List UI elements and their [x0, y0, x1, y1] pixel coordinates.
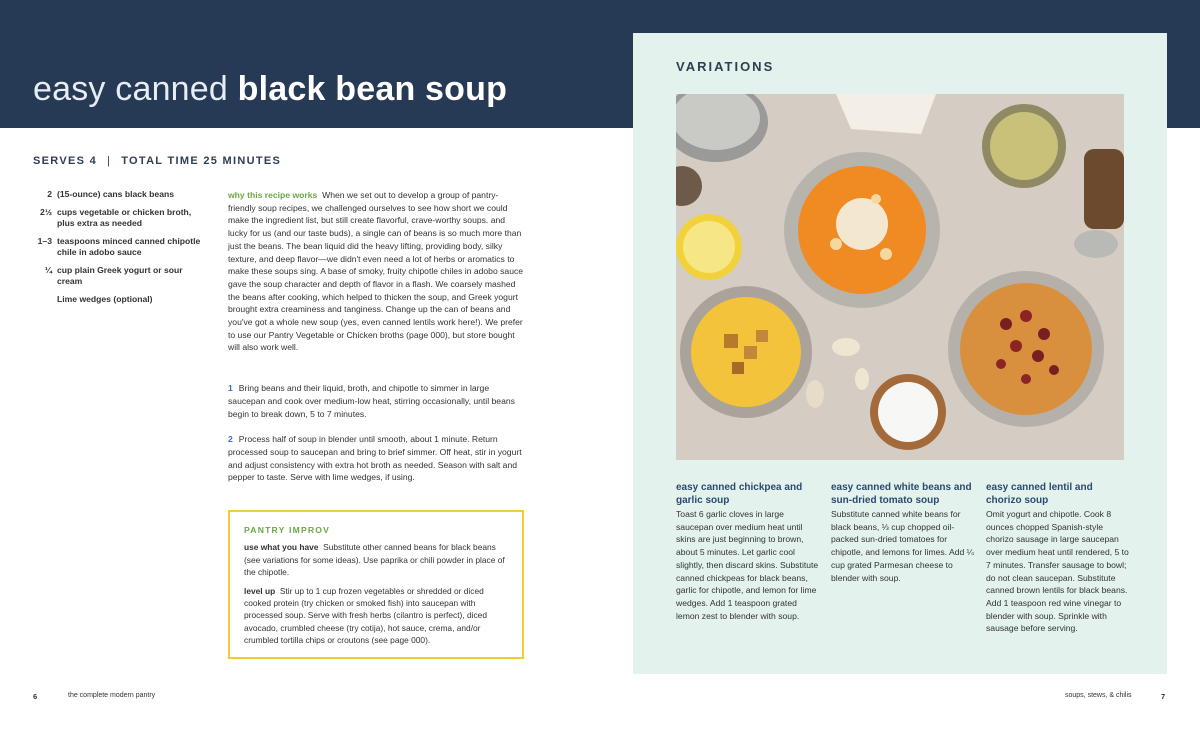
left-page-number: 6 — [33, 692, 38, 701]
variation-title: easy canned lentil and chorizo soup — [986, 482, 1093, 506]
improv-level-text: Stir up to 1 cup frozen vegetables or shredded or diced cooked protein (try chicken or smoked fish) into saucepan with processed soup. Serve with fresh herbs (cilantro is perfect), diced avocado, crumbled cheese (try cotija), hot sauce, crema, and/or crumbled tortilla chips or croutons (see page 000). — [244, 585, 487, 646]
why-paragraph — [228, 189, 524, 354]
ingredient-qty: ¼ — [44, 264, 52, 275]
improv-level-label: level up — [244, 585, 276, 596]
ingredient-item — [33, 236, 208, 259]
ingredient-item — [33, 265, 208, 288]
ingredient-text: cups vegetable or chicken broth, plus extra as needed — [57, 206, 192, 228]
variations-title: VARIATIONS — [676, 59, 775, 74]
variation-text: Omit yogurt and chipotle. Cook 8 ounces chopped Spanish-style chorizo sausage in large saucepan over medium heat until rendered, 5 to 7 minutes. Transfer sausage to bowl; do not clean saucepan. Substitute canned brown lentils for black beans. Add 1 teaspoon red wine vinegar to blender with soup. Sprinkle with sausage before serving. — [986, 509, 1129, 634]
meta-separator: | — [107, 155, 112, 167]
step-number: 1 — [228, 383, 233, 394]
why-kicker: why this recipe works — [228, 190, 318, 200]
ingredient-item — [33, 294, 208, 306]
step-number: 2 — [228, 434, 233, 445]
improv-level-paragraph — [244, 585, 508, 647]
recipe-body — [228, 189, 524, 484]
ingredient-qty: 2 — [47, 189, 52, 199]
pantry-improv-box — [228, 510, 524, 659]
ingredient-list — [33, 189, 208, 311]
step-text: Process half of soup in blender until smooth, about 1 minute. Return processed soup to saucepan and bring to brief simmer. Off heat, stir in yogurt and adjust consistency with extra hot broth as needed. Season with salt and pepper to taste. Serve with lime wedges, if using. — [228, 434, 522, 483]
soup-photo-illustration — [676, 94, 1124, 460]
step-text: Bring beans and their liquid, broth, and chipotle to simmer in large saucepan and cook over medium-low heat, stirring occasionally, until beans begin to break down, 5 to 7 minutes. — [228, 383, 515, 419]
variation-chickpea — [676, 482, 821, 622]
variations-panel — [633, 33, 1167, 674]
why-text: When we set out to develop a group of pantry-friendly soup recipes, we challenged ourselves to see how short we could make the ingredient list, but still create flavorful, crave-worthy soups. and lucky for us (and our taste buds), a single can of beans is so much more than just the beans. The bean liquid did the heavy lifting, providing body, silky texture, and deep flavor—we didn't even need a lot of herbs or aromatics to make these soups sing. A base of smoky, fruity chipotle chiles in adobo sauce gave the soup character and depth of flavor in a flash. We coarsely mashed the beans after cooking, which helped to thicken the soup, and Greek yogurt brought extra creaminess and tanginess. Change up the can of beans and you've got a whole new soup (yes, even canned lentils work here!). We prefer to use our Pantry Vegetable or Chicken broths (page 000), but store bought will also work well. — [228, 190, 524, 353]
recipe-title-bold: black bean soup — [237, 70, 508, 108]
ingredient-qty: 2½ — [40, 206, 52, 217]
right-page-number: 7 — [1161, 692, 1166, 701]
improv-use-label: use what you have — [244, 542, 319, 553]
ingredient-text: Lime wedges (optional) — [57, 293, 153, 304]
soup-photo — [676, 94, 1124, 460]
variation-title: easy canned white beans and sun-dried tomato soup — [831, 482, 972, 506]
step-item — [228, 382, 524, 420]
ingredient-qty: 1–3 — [37, 235, 52, 246]
step-item — [228, 433, 524, 484]
left-running-footer: the complete modern pantry — [68, 692, 156, 699]
recipe-title — [33, 70, 507, 109]
total-time-label: TOTAL TIME 25 MINUTES — [121, 155, 282, 167]
variation-white-bean — [831, 482, 976, 584]
variation-lentil — [986, 482, 1131, 635]
variation-title: easy canned chickpea and garlic soup — [676, 482, 803, 506]
recipe-title-light: easy canned — [33, 70, 238, 108]
ingredient-text: cup plain Greek yogurt or sour cream — [57, 264, 183, 286]
variation-text: Toast 6 garlic cloves in large saucepan over medium heat until skins are just beginning to brown, about 5 minutes. Let garlic cool slightly, then discard skins. Substitute canned chickpeas for black beans, garlic for chipotle, and lemon for lime wedges. Add 1 teaspoon grated lemon zest to blender with soup. — [676, 509, 819, 621]
improv-use-paragraph — [244, 541, 508, 578]
recipe-meta — [33, 155, 281, 167]
serves-label: SERVES 4 — [33, 155, 98, 167]
ingredient-text: (15-ounce) cans black beans — [57, 189, 175, 199]
ingredient-item — [33, 189, 208, 201]
variation-text: Substitute canned white beans for black beans, ⅓ cup chopped oil-packed sun-dried tomatoes for chipotle, and lemons for limes. Add ¼ cup grated Parmesan cheese to blender with soup. — [831, 509, 974, 583]
ingredient-qty — [33, 294, 57, 306]
right-running-footer: soups, stews, & chilis — [1065, 692, 1132, 699]
improv-use-text: Substitute other canned beans for black beans (see variations for some ideas). Use paprika or chili powder in place of the chipotle. — [244, 542, 505, 578]
ingredient-text: teaspoons minced canned chipotle chile in adobo sauce — [57, 235, 201, 257]
ingredient-item — [33, 207, 208, 230]
pantry-improv-title: PANTRY IMPROV — [244, 525, 331, 535]
